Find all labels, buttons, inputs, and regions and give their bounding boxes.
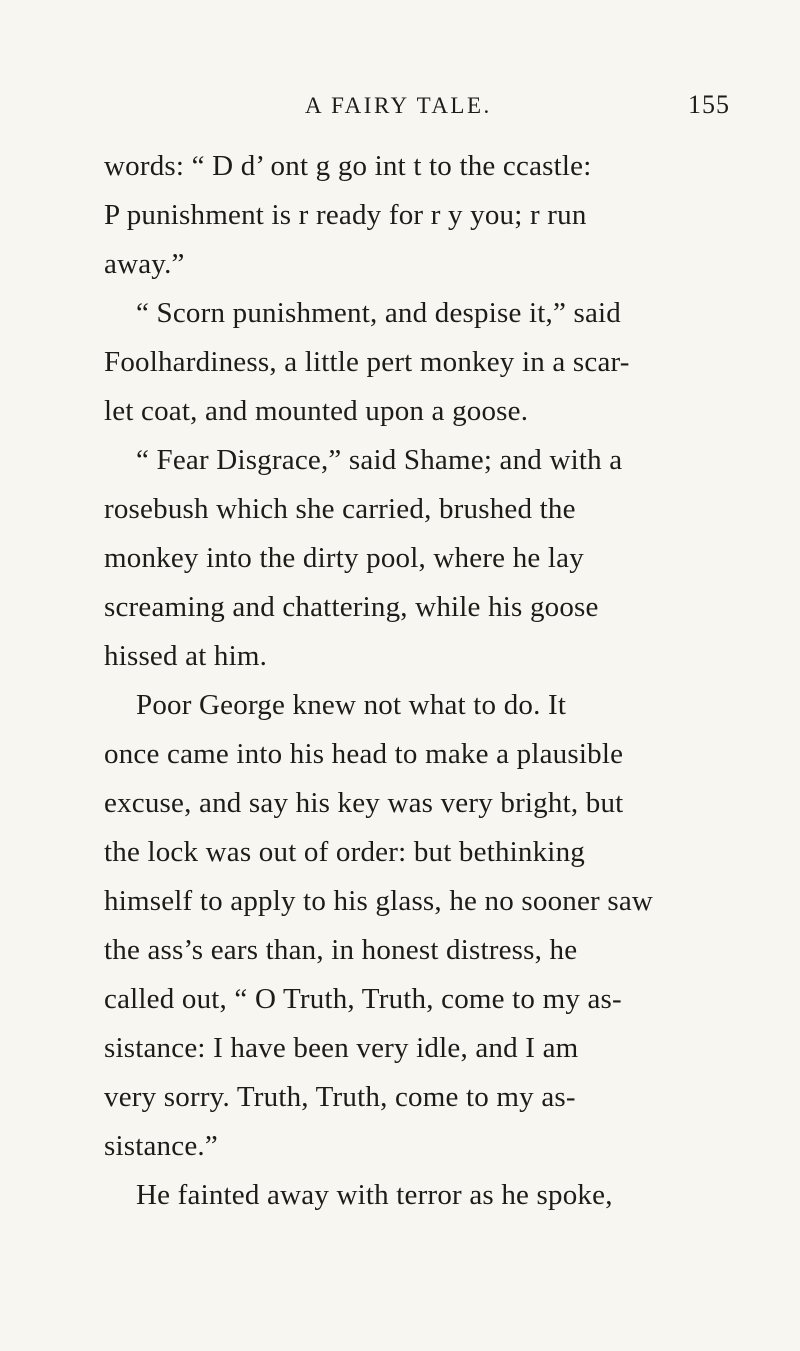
- text-line: He fainted away with terror as he spoke,: [136, 1179, 613, 1211]
- text-line: sistance: I have been very idle, and I am: [104, 1032, 579, 1064]
- text-line: the ass’s ears than, in honest distress, he: [104, 934, 578, 966]
- page-number: 155: [688, 90, 730, 119]
- text-line: himself to apply to his glass, he no sooner saw: [104, 885, 654, 917]
- text-line: called out, “ O Truth, Truth, come to my as-: [104, 983, 622, 1015]
- text-line: hissed at him.: [104, 640, 268, 672]
- text-line: once came into his head to make a plausible: [104, 738, 624, 770]
- running-head: A FAIRY TALE.: [305, 93, 492, 118]
- text-line: away.”: [104, 248, 185, 280]
- text-line: words: “ D d’ ont g go int t to the ccastle:: [104, 150, 592, 182]
- text-line: monkey into the dirty pool, where he lay: [104, 542, 584, 574]
- text-line: excuse, and say his key was very bright, but: [104, 787, 624, 819]
- text-line: rosebush which she carried, brushed the: [104, 493, 576, 525]
- text-line: screaming and chattering, while his goose: [104, 591, 599, 623]
- text-line: “ Fear Disgrace,” said Shame; and with a: [136, 444, 623, 476]
- text-line: “ Scorn punishment, and despise it,” said: [136, 297, 622, 329]
- text-line: let coat, and mounted upon a goose.: [104, 395, 529, 427]
- text-line: Poor George knew not what to do. It: [136, 689, 567, 721]
- text-line: P punishment is r ready for r y you; r run: [104, 199, 587, 231]
- text-line: the lock was out of order: but bethinking: [104, 836, 585, 868]
- text-line: sistance.”: [104, 1130, 218, 1162]
- text-line: Foolhardiness, a little pert monkey in a scar-: [104, 346, 630, 378]
- text-line: very sorry. Truth, Truth, come to my as-: [104, 1081, 576, 1113]
